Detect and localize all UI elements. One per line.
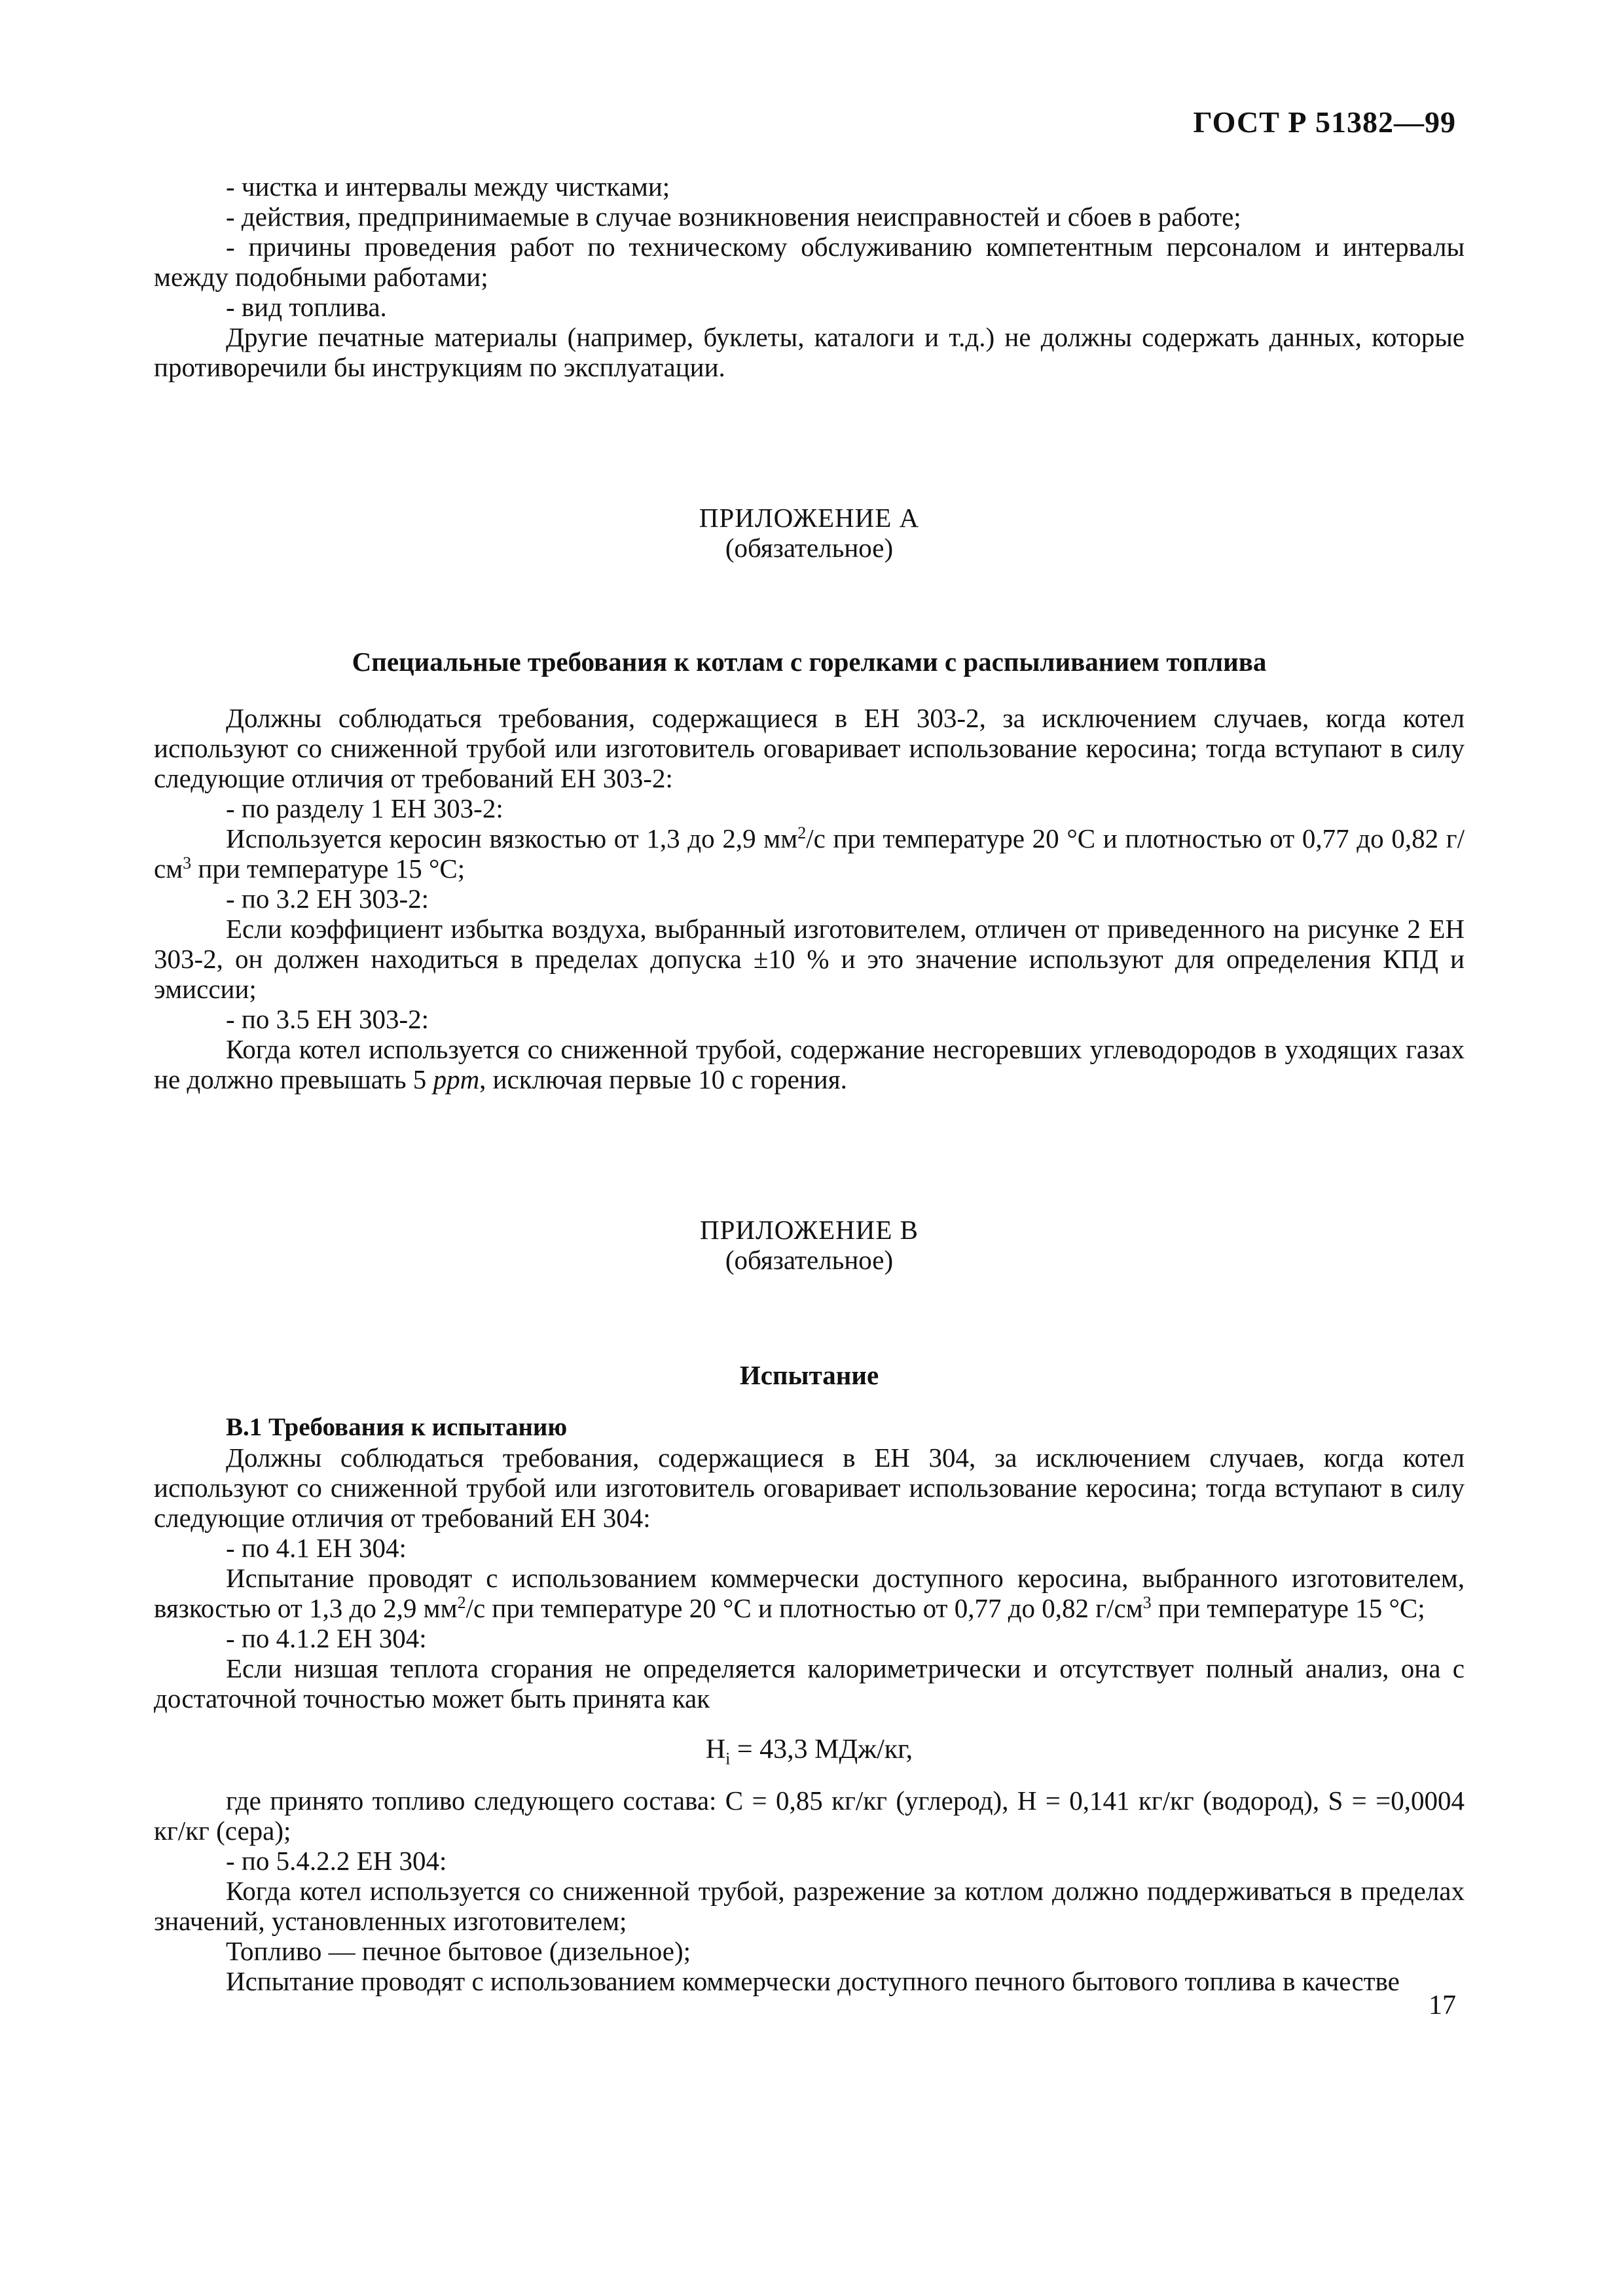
annex-b — [154, 1215, 1465, 1996]
annex-a-heading: Специальные требования к котлам с горелками с распыливанием топлива — [352, 647, 1267, 677]
annex-b-heading: Испытание — [739, 1360, 879, 1390]
annex-a-paragraph: Если коэффициент избытка воздуха, выбранный изготовителем, отличен от приведенного на рисунке 2 ЕН 303-2, он должен находиться в пределах допуска ±10 % и это значение используют для определения КПД и эмиссии; — [154, 914, 1465, 1004]
annex-b-paragraph: - по 5.4.2.2 ЕН 304: — [226, 1846, 447, 1876]
annex-a-paragraph: - по 3.5 ЕН 303-2: — [226, 1004, 429, 1034]
annex-b-paragraph: Испытание проводят с использованием коммерчески доступного керосина, выбранного изготовителем, вязкостью от 1,3 до 2,9 $мм^2/с$ при температуре 20 °С и плотностью от 0,77 до 0,82 $г/см^3$ при температуре 15 °С; — [154, 1563, 1465, 1623]
annex-b-paragraph: Испытание проводят с использованием коммерчески доступного печного бытового топлива в качестве — [226, 1966, 1400, 1996]
annex-a-paragraph: Используется керосин вязкостью от 1,3 до 2,9 $мм^2/с$ при температуре 20 °С и плотностью от 0,77 до 0,82 $г/см^3$ при температуре 15 °С; — [154, 823, 1465, 884]
annex-a-paragraph: Должны соблюдаться требования, содержащиеся в ЕН 303-2, за исключением случаев, когда котел используют со сниженной трубой или изготовитель оговаривает использование керосина; тогда вступают в силу следующие отличия от требований ЕН 303-2: — [154, 703, 1465, 793]
intro-paragraph: Другие печатные материалы (например, буклеты, каталоги и т.д.) не должны содержать данных, которые противоречили бы инструкциям по эксплуатации. — [154, 322, 1465, 382]
list-item: - чистка и интервалы между чистками; — [226, 171, 670, 202]
annex-b-paragraph: Если низшая теплота сгорания не определяется калориметрически и отсутствует полный анализ, она с достаточной точностью может быть принята как — [154, 1653, 1465, 1713]
annex-b-paragraph: - по 4.1.2 ЕН 304: — [226, 1623, 427, 1653]
annex-a-paragraph: Когда котел используется со сниженной трубой, содержание несгоревших углеводородов в уходящих газах не должно превышать 5 ppm, исключая первые 10 с горения. — [154, 1034, 1465, 1094]
document-body — [154, 171, 1465, 1996]
annex-b-paragraph: Когда котел используется со сниженной трубой, разрежение за котлом должно поддерживаться в пределах значений, установленных изготовителем; — [154, 1876, 1465, 1936]
annex-b-title: ПРИЛОЖЕНИЕ В — [699, 1215, 919, 1245]
list-item: - причины проведения работ по техническому обслуживанию компетентным персоналом и интервалы между подобными работами; — [154, 232, 1465, 292]
annex-a-status: (обязательное) — [725, 533, 894, 563]
annex-a-paragraph: - по разделу 1 ЕН 303-2: — [226, 793, 503, 823]
list-item: - вид топлива. — [226, 292, 387, 322]
annex-b-status: (обязательное) — [725, 1245, 894, 1275]
annex-b-paragraph: где принято топливо следующего состава: С = 0,85 кг/кг (углерод), Н = 0,141 кг/кг (водород), S = =0,0004 кг/кг (сера); — [154, 1785, 1465, 1846]
clause-title: В.1 Требования к испытанию — [226, 1413, 568, 1441]
annex-b-paragraph: - по 4.1 ЕН 304: — [226, 1533, 407, 1563]
annex-b-paragraph: Должны соблюдаться требования, содержащиеся в ЕН 304, за исключением случаев, когда котел используют со сниженной трубой или изготовитель оговаривает использование керосина; тогда вступают в силу следующие отличия от требований ЕН 304: — [154, 1443, 1465, 1533]
page-number: 17 — [1429, 1990, 1456, 2020]
annex-a — [154, 503, 1465, 1094]
intro-section — [154, 171, 1465, 382]
annex-b-paragraph: Топливо — печное бытовое (дизельное); — [226, 1936, 691, 1966]
document-id-header: ГОСТ Р 51382—99 — [1193, 105, 1456, 139]
annex-a-paragraph: - по 3.2 ЕН 303-2: — [226, 884, 429, 914]
annex-a-title: ПРИЛОЖЕНИЕ А — [699, 503, 920, 533]
heating-value-formula: $H_i = 43,3$ МДж/кг, — [705, 1734, 913, 1768]
list-item: - действия, предпринимаемые в случае возникновения неисправностей и сбоев в работе; — [226, 202, 1241, 232]
